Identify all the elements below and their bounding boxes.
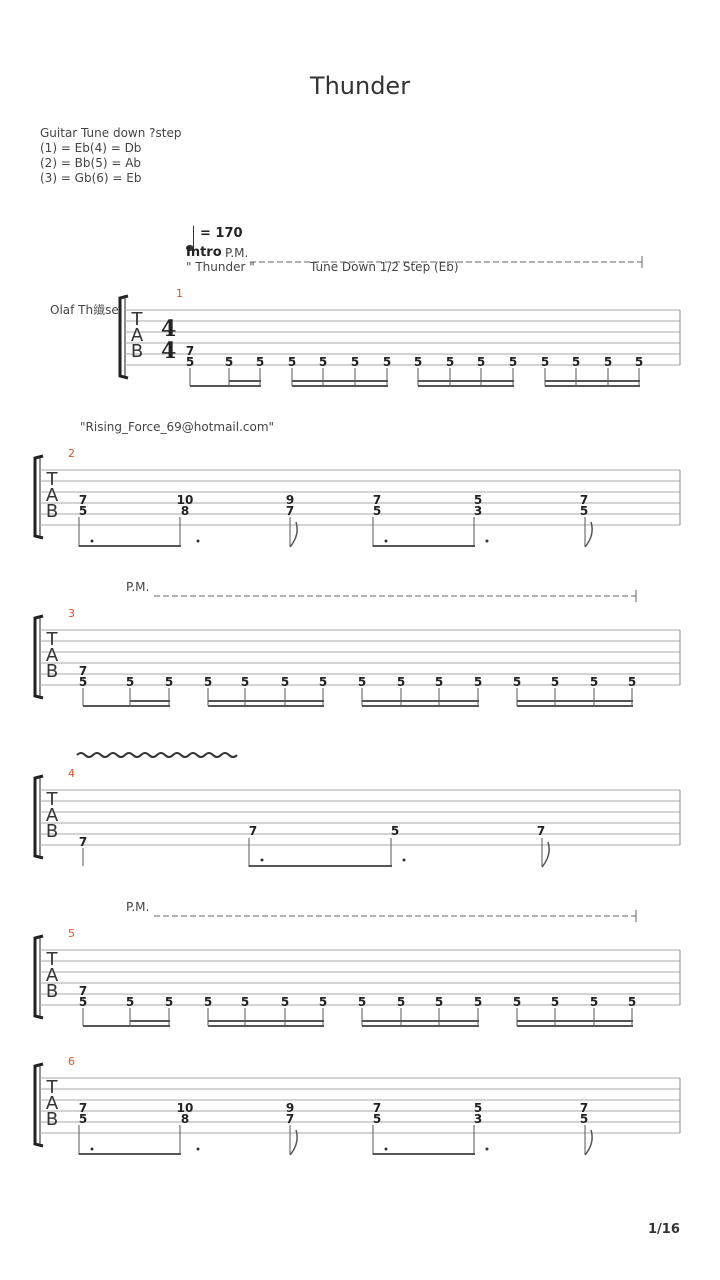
fret-number: 5 xyxy=(372,504,382,518)
fret-number: 5 xyxy=(473,675,483,689)
fret-number: 7 xyxy=(78,835,88,849)
bar-number-2: 2 xyxy=(68,447,75,460)
fret-number: 5 xyxy=(318,675,328,689)
page-number: 1/16 xyxy=(648,1222,680,1237)
fret-number: 5 xyxy=(185,355,195,369)
tuning-line-1: (1) = Eb(4) = Db xyxy=(40,141,142,155)
fret-number: 5 xyxy=(164,995,174,1009)
fret-number: 5 xyxy=(550,995,560,1009)
bar-number-6: 6 xyxy=(68,1055,75,1068)
fret-number: 5 xyxy=(203,675,213,689)
palm-mute-label-5: P.M. xyxy=(126,900,150,914)
fret-number: 7 xyxy=(78,493,88,507)
tab-clef: T A B xyxy=(45,1077,59,1130)
instrument-name: Olaf Th纎se xyxy=(50,303,119,317)
fret-number: 5 xyxy=(240,675,250,689)
section-label: Intro xyxy=(186,245,222,260)
fret-number: 5 xyxy=(125,675,135,689)
fret-number: 5 xyxy=(350,355,360,369)
fret-number: 5 xyxy=(512,995,522,1009)
fret-number: 8 xyxy=(180,1112,190,1126)
fret-number: 3 xyxy=(473,504,483,518)
fret-number: 5 xyxy=(579,504,589,518)
tuning-note: Tune Down 1/2 Step (Eb) xyxy=(310,260,459,274)
fret-number: 5 xyxy=(357,675,367,689)
fret-number: 5 xyxy=(508,355,518,369)
fret-number: 5 xyxy=(287,355,297,369)
fret-number: 5 xyxy=(390,824,400,838)
fret-number: 5 xyxy=(255,355,265,369)
fret-number: 8 xyxy=(180,504,190,518)
fret-number: 7 xyxy=(185,344,195,358)
fret-number: 7 xyxy=(78,1101,88,1115)
fret-number: 5 xyxy=(78,1112,88,1126)
fret-number: 5 xyxy=(540,355,550,369)
tuning-line-3: (3) = Gb(6) = Eb xyxy=(40,171,142,185)
fret-number: 7 xyxy=(372,493,382,507)
fret-number: 5 xyxy=(512,675,522,689)
fret-number: 5 xyxy=(473,493,483,507)
fret-number: 5 xyxy=(627,675,637,689)
bar-number-3: 3 xyxy=(68,607,75,620)
bar-number-5: 5 xyxy=(68,927,75,940)
palm-mute-label-1: P.M. xyxy=(225,246,249,260)
fret-number: 5 xyxy=(280,675,290,689)
fret-number: 5 xyxy=(550,675,560,689)
fret-number: 5 xyxy=(473,995,483,1009)
song-title: Thunder xyxy=(309,72,411,100)
fret-number: 9 xyxy=(285,1101,295,1115)
fret-number: 5 xyxy=(382,355,392,369)
fret-number: 7 xyxy=(285,504,295,518)
fret-number: 5 xyxy=(78,995,88,1009)
fret-number: 5 xyxy=(413,355,423,369)
fret-number: 5 xyxy=(589,675,599,689)
fret-number: 5 xyxy=(78,675,88,689)
fret-number: 5 xyxy=(627,995,637,1009)
fret-number: 7 xyxy=(285,1112,295,1126)
fret-number: 5 xyxy=(396,995,406,1009)
fret-number: 5 xyxy=(434,675,444,689)
fret-number: 5 xyxy=(445,355,455,369)
tab-clef: T A B xyxy=(130,309,144,362)
fret-number: 5 xyxy=(589,995,599,1009)
fret-number: 7 xyxy=(536,824,546,838)
fret-number: 5 xyxy=(476,355,486,369)
fret-number: 9 xyxy=(285,493,295,507)
fret-number: 5 xyxy=(125,995,135,1009)
fret-number: 5 xyxy=(280,995,290,1009)
fret-number: 10 xyxy=(176,1101,194,1115)
fret-number: 5 xyxy=(396,675,406,689)
fret-number: 5 xyxy=(203,995,213,1009)
fret-number: 5 xyxy=(434,995,444,1009)
tuning-line-2: (2) = Bb(5) = Ab xyxy=(40,156,142,170)
fret-number: 7 xyxy=(372,1101,382,1115)
tab-clef: T A B xyxy=(45,949,59,1002)
fret-number: 5 xyxy=(357,995,367,1009)
fret-number: 5 xyxy=(473,1101,483,1115)
fret-number: 5 xyxy=(634,355,644,369)
fret-number: 3 xyxy=(473,1112,483,1126)
fret-number: 5 xyxy=(164,675,174,689)
tempo-mark: = 170 xyxy=(200,226,243,241)
fret-number: 5 xyxy=(224,355,234,369)
tuning-heading: Guitar Tune down ?step xyxy=(40,126,182,140)
tab-clef: T A B xyxy=(45,789,59,842)
fret-number: 10 xyxy=(176,493,194,507)
fret-number: 5 xyxy=(571,355,581,369)
fret-number: 7 xyxy=(579,493,589,507)
fret-number: 7 xyxy=(579,1101,589,1115)
fret-number: 5 xyxy=(318,995,328,1009)
bar-number-1: 1 xyxy=(176,287,183,300)
bar-number-4: 4 xyxy=(68,767,75,780)
fret-number: 5 xyxy=(318,355,328,369)
fret-number: 5 xyxy=(579,1112,589,1126)
palm-mute-label-3: P.M. xyxy=(126,580,150,594)
author-email: "Rising_Force_69@hotmail.com" xyxy=(80,420,275,434)
fret-number: 7 xyxy=(78,984,88,998)
fret-number: 5 xyxy=(603,355,613,369)
fret-number: 5 xyxy=(240,995,250,1009)
fret-number: 7 xyxy=(248,824,258,838)
tab-clef: T A B xyxy=(45,469,59,522)
song-marker: " Thunder " xyxy=(186,260,255,274)
fret-number: 5 xyxy=(372,1112,382,1126)
fret-number: 7 xyxy=(78,664,88,678)
time-signature: 4 4 xyxy=(161,316,177,364)
fret-number: 5 xyxy=(78,504,88,518)
tab-clef: T A B xyxy=(45,629,59,682)
